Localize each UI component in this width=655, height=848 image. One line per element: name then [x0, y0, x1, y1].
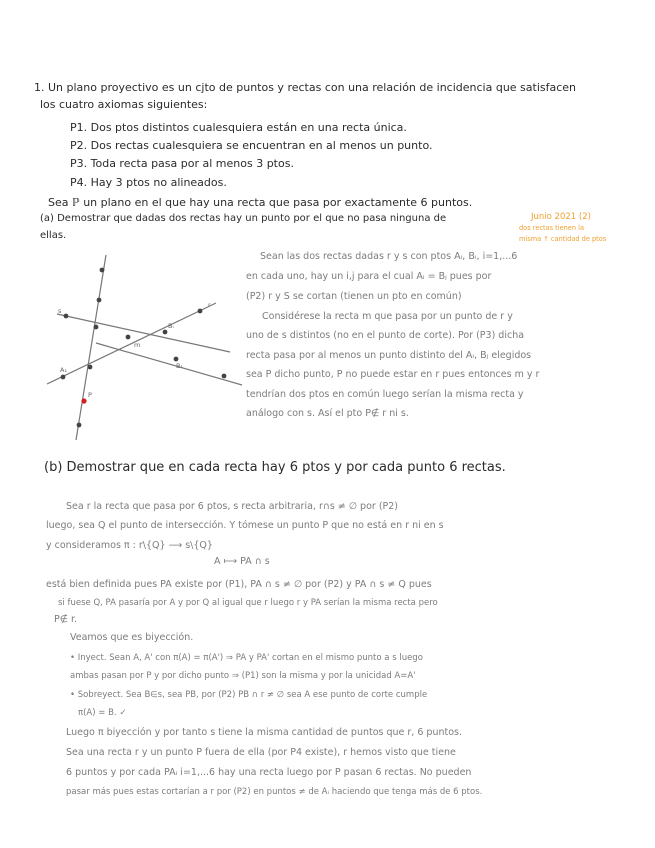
- solution-b-line-1: Sea r la recta que pasa por 6 ptos, s recta arbitraria, r∩s ≠ ∅ por (P2): [66, 501, 399, 512]
- solution-b-line-6: si fuese Q, PA pasaría por A y por Q al igual que r luego r y PA serían la misma recta pero: [58, 598, 438, 608]
- solution-b-line-9: • Inyect. Sean A, A' con π(A) = π(A') ⇒ PA y PA' cortan en el mismo punto a s luego: [70, 653, 423, 663]
- axiom-p1: P1. Dos ptos distintos cualesquiera están en una recta única.: [70, 121, 407, 134]
- solution-b-line-16: pasar más pues estas cortarían a r por (P2) en puntos ≠ de Aᵢ haciendo que tenga más de 6 ptos.: [66, 787, 483, 797]
- solution-a-line-2: en cada uno, hay un i,j para el cual Aᵢ = Bⱼ pues por: [246, 271, 492, 282]
- problem-statement: Sea ℙ un plano en el que hay una recta que pasa por exactamente 6 puntos.: [48, 196, 473, 209]
- line-s: [57, 314, 230, 352]
- point: [77, 423, 82, 428]
- point: [61, 375, 66, 380]
- label-bi: Bᵢ: [168, 322, 174, 330]
- label-r: r: [208, 301, 211, 309]
- solution-b-line-7: P∉ r.: [54, 614, 78, 625]
- point: [222, 374, 227, 379]
- point: [126, 335, 131, 340]
- point: [174, 357, 179, 362]
- margin-note-line-3: misma ↑ cantidad de ptos: [519, 235, 607, 243]
- point: [97, 298, 102, 303]
- part-a-line-2: ellas.: [40, 230, 67, 241]
- problem-intro-line-1: 1. Un plano proyectivo es un cjto de puntos y rectas con una relación de incidencia que satisfacen: [34, 81, 577, 94]
- axiom-p4: P4. Hay 3 ptos no alineados.: [70, 176, 227, 189]
- label-s: s: [58, 307, 62, 315]
- solution-b-line-13: Luego π biyección y por tanto s tiene la misma cantidad de puntos que r, 6 puntos.: [66, 727, 462, 738]
- point: [163, 330, 168, 335]
- label-p: P: [88, 391, 92, 399]
- solution-b-line-2: luego, sea Q el punto de intersección. Y tómese un punto P que no está en r ni en s: [46, 520, 444, 531]
- solution-a-line-1: Sean las dos rectas dadas r y s con ptos Aᵢ, Bᵢ, i=1,...6: [260, 251, 518, 262]
- axiom-p3: P3. Toda recta pasa por al menos 3 ptos.: [70, 157, 294, 170]
- solution-b-line-11: • Sobreyect. Sea B∈s, sea PB, por (P2) PB ∩ r ≠ ∅ sea A ese punto de corte cumple: [70, 690, 428, 700]
- solution-a-line-3: (P2) r y S se cortan (tienen un pto en común): [246, 291, 462, 302]
- problem-intro-line-2: los cuatro axiomas siguientes:: [40, 98, 208, 111]
- solution-a-line-4: Considérese la recta m que pasa por un punto de r y: [262, 311, 513, 322]
- label-a1: A₁: [60, 366, 68, 374]
- solution-a-line-7: sea P dicho punto, P no puede estar en r pues entonces m y r: [246, 369, 540, 380]
- axiom-p2: P2. Dos rectas cualesquiera se encuentran en al menos un punto.: [70, 139, 433, 152]
- margin-note-line-2: dos rectas tienen la: [519, 224, 585, 232]
- point: [100, 268, 105, 273]
- solution-b-line-4: A ⟼ PA ∩ s: [214, 556, 270, 567]
- part-a-line-1: (a) Demostrar que dadas dos rectas hay un punto por el que no pasa ninguna de: [40, 213, 447, 224]
- solution-b-line-10: ambas pasan por P y por dicho punto ⇒ (P1) son la misma y por la unicidad A=A': [70, 671, 416, 681]
- solution-b-line-14: Sea una recta r y un punto P fuera de ella (por P4 existe), r hemos visto que tiene: [66, 747, 456, 758]
- point: [64, 314, 69, 319]
- label-m: m: [134, 341, 141, 349]
- solution-a-line-8: tendrían dos ptos en común luego serían la misma recta y: [246, 389, 524, 400]
- solution-a-line-6: recta pasa por al menos un punto distinto del Aᵢ, Bⱼ elegidos: [246, 350, 532, 361]
- point: [198, 309, 203, 314]
- solution-b-line-12: π(A) = B. ✓: [78, 708, 127, 718]
- solution-a-line-5: uno de s distintos (no en el punto de corte). Por (P3) dicha: [246, 330, 525, 341]
- label-b1: B₁: [176, 362, 184, 370]
- marked-point-p: [81, 398, 86, 403]
- solution-b-line-5: está bien definida pues PA existe por (P1), PA ∩ s ≠ ∅ por (P2) y PA ∩ s ≠ Q pues: [46, 579, 432, 590]
- point: [88, 365, 93, 370]
- solution-b-line-15: 6 puntos y por cada PAᵢ i=1,...6 hay una recta luego por P pasan 6 rectas. No pueden: [66, 767, 472, 778]
- part-b-heading: (b) Demostrar que en cada recta hay 6 ptos y por cada punto 6 rectas.: [44, 460, 506, 475]
- line-vertical: [76, 255, 106, 440]
- point: [94, 325, 99, 330]
- solution-a-line-9: análogo con s. Así el pto P∉ r ni s.: [246, 408, 409, 419]
- margin-note-line-1: Junio 2021 (2): [531, 212, 591, 222]
- solution-b-line-8: Veamos que es biyección.: [70, 632, 194, 643]
- solution-b-line-3: y consideramos π : r\{Q} ⟶ s\{Q}: [46, 540, 213, 551]
